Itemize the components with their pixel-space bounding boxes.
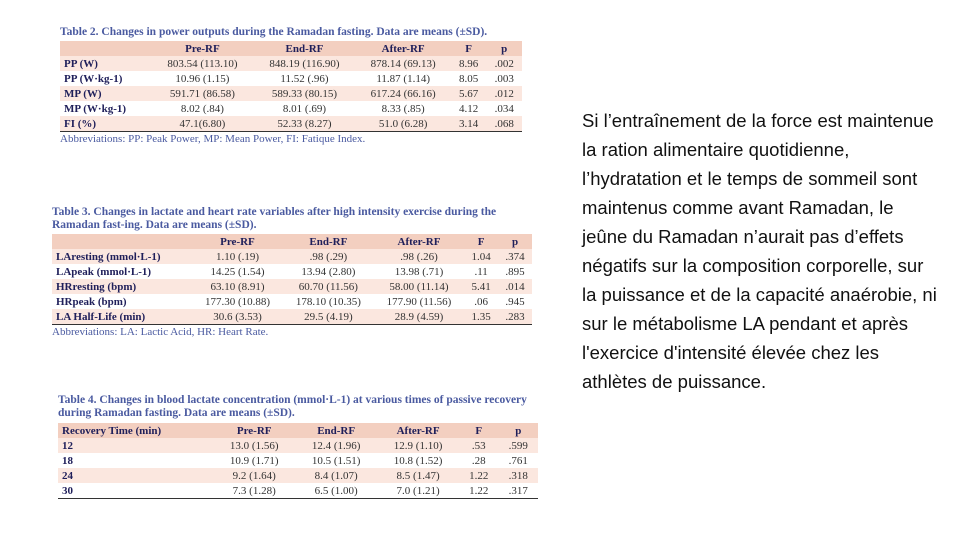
table-row — [52, 279, 532, 294]
row-label: MP (W·kg-1) — [60, 101, 151, 116]
column-header: End-RF — [295, 423, 377, 438]
table-cell: .28 — [459, 453, 498, 468]
table-cell: 5.67 — [451, 86, 487, 101]
table-cell: 10.8 (1.52) — [377, 453, 459, 468]
table-cell: 8.02 (.84) — [151, 101, 253, 116]
table-cell: 29.5 (4.19) — [283, 309, 374, 325]
table-4 — [58, 394, 538, 499]
column-header: Pre-RF — [151, 41, 253, 56]
table-2-grid — [60, 41, 522, 132]
column-header: After-RF — [355, 41, 450, 56]
table-cell: 7.0 (1.21) — [377, 483, 459, 499]
table-3-grid — [52, 234, 532, 325]
table-cell: 9.2 (1.64) — [213, 468, 295, 483]
table-cell: 4.12 — [451, 101, 487, 116]
table-cell: .002 — [486, 56, 522, 71]
column-header: p — [486, 41, 522, 56]
summary-text: Si l’entraînement de la force est maintenue la ration alimentaire quotidienne, l’hydratation et le temps de sommeil sont maintenus comme avant Ramadan, le jeûne du Ramadan n’aurait pas d’effets négatifs sur la composition corporelle, sur la puissance et de la capacité anaérobie, ni sur le métabolisme LA pendant et après l'exercice d'intensité élevée chez les athlètes de puissance. — [582, 110, 937, 392]
table-cell: .53 — [459, 438, 498, 453]
table-cell: 1.10 (.19) — [192, 249, 283, 264]
table-cell: 14.25 (1.54) — [192, 264, 283, 279]
table-cell: 11.87 (1.14) — [355, 71, 450, 86]
table-cell: 589.33 (80.15) — [253, 86, 355, 101]
table-cell: .374 — [498, 249, 532, 264]
column-header: End-RF — [283, 234, 374, 249]
table-cell: 8.01 (.69) — [253, 101, 355, 116]
row-label: HRresting (bpm) — [52, 279, 192, 294]
column-header: End-RF — [253, 41, 355, 56]
table-cell: 1.35 — [464, 309, 498, 325]
table-cell: 177.30 (10.88) — [192, 294, 283, 309]
table-cell: .11 — [464, 264, 498, 279]
table-cell: 8.33 (.85) — [355, 101, 450, 116]
table-cell: 8.96 — [451, 56, 487, 71]
table-cell: .068 — [486, 116, 522, 132]
table-cell: 178.10 (10.35) — [283, 294, 374, 309]
row-label: LA Half-Life (min) — [52, 309, 192, 325]
table-cell: 177.90 (11.56) — [374, 294, 464, 309]
table-row — [52, 249, 532, 264]
table-cell: 12.4 (1.96) — [295, 438, 377, 453]
table-cell: 591.71 (86.58) — [151, 86, 253, 101]
column-header: After-RF — [377, 423, 459, 438]
table-cell: .761 — [499, 453, 539, 468]
table-cell: .98 (.26) — [374, 249, 464, 264]
table-row — [60, 56, 522, 71]
column-header: F — [464, 234, 498, 249]
table-cell: .012 — [486, 86, 522, 101]
column-header: F — [451, 41, 487, 56]
row-label: LApeak (mmol·L-1) — [52, 264, 192, 279]
table-cell: 617.24 (66.16) — [355, 86, 450, 101]
table-cell: .599 — [499, 438, 539, 453]
table-cell: 60.70 (11.56) — [283, 279, 374, 294]
row-label: MP (W) — [60, 86, 151, 101]
table-cell: 58.00 (11.14) — [374, 279, 464, 294]
column-header: Pre-RF — [213, 423, 295, 438]
table-row — [60, 71, 522, 86]
table-row — [52, 264, 532, 279]
table-cell: .895 — [498, 264, 532, 279]
column-header: Pre-RF — [192, 234, 283, 249]
row-label: PP (W·kg-1) — [60, 71, 151, 86]
column-header: p — [499, 423, 539, 438]
row-label: 30 — [58, 483, 213, 499]
table-cell: 13.94 (2.80) — [283, 264, 374, 279]
row-label: PP (W) — [60, 56, 151, 71]
table-cell: 11.52 (.96) — [253, 71, 355, 86]
table-row — [52, 309, 532, 325]
table-cell: 5.41 — [464, 279, 498, 294]
table-3-abbreviations: Abbreviations: LA: Lactic Acid, HR: Heart Rate. — [52, 326, 269, 338]
table-cell: 8.5 (1.47) — [377, 468, 459, 483]
table-cell: .06 — [464, 294, 498, 309]
table-cell: 6.5 (1.00) — [295, 483, 377, 499]
row-label: 12 — [58, 438, 213, 453]
table-2-abbreviations: Abbreviations: PP: Peak Power, MP: Mean Power, FI: Fatique Index. — [60, 133, 366, 145]
table-cell: 1.04 — [464, 249, 498, 264]
table-3 — [52, 206, 532, 338]
table-cell: .318 — [499, 468, 539, 483]
table-row — [58, 483, 538, 499]
table-cell: 8.4 (1.07) — [295, 468, 377, 483]
table-cell: 13.0 (1.56) — [213, 438, 295, 453]
column-header: F — [459, 423, 498, 438]
table-cell: 63.10 (8.91) — [192, 279, 283, 294]
table-cell: .003 — [486, 71, 522, 86]
header-row — [58, 423, 538, 438]
table-cell: 28.9 (4.59) — [374, 309, 464, 325]
column-header: p — [498, 234, 532, 249]
table-cell: 1.22 — [459, 483, 498, 499]
table-cell: .98 (.29) — [283, 249, 374, 264]
table-3-caption: Table 3. Changes in lactate and heart rate variables after high intensity exercise during the Ramadan fast-ing. Data are means (±SD). — [52, 206, 497, 231]
table-cell: 3.14 — [451, 116, 487, 132]
table-row — [58, 468, 538, 483]
table-cell: .034 — [486, 101, 522, 116]
row-label: LAresting (mmol·L-1) — [52, 249, 192, 264]
row-label: FI (%) — [60, 116, 151, 132]
table-cell: 8.05 — [451, 71, 487, 86]
table-row — [60, 116, 522, 132]
table-cell: 10.96 (1.15) — [151, 71, 253, 86]
column-header: After-RF — [374, 234, 464, 249]
row-label: 18 — [58, 453, 213, 468]
table-4-grid — [58, 423, 538, 499]
table-cell: .317 — [499, 483, 539, 499]
table-2 — [60, 26, 522, 145]
table-row — [58, 438, 538, 453]
table-cell: 13.98 (.71) — [374, 264, 464, 279]
table-cell: 30.6 (3.53) — [192, 309, 283, 325]
table-cell: 10.5 (1.51) — [295, 453, 377, 468]
table-cell: 52.33 (8.27) — [253, 116, 355, 132]
table-row — [58, 453, 538, 468]
row-label: 24 — [58, 468, 213, 483]
header-row — [52, 234, 532, 249]
table-cell: 1.22 — [459, 468, 498, 483]
table-cell: 12.9 (1.10) — [377, 438, 459, 453]
header-row — [60, 41, 522, 56]
table-cell: .014 — [498, 279, 532, 294]
table-cell: 803.54 (113.10) — [151, 56, 253, 71]
table-2-caption: Table 2. Changes in power outputs during the Ramadan fasting. Data are means (±SD). — [60, 26, 488, 38]
table-cell: 848.19 (116.90) — [253, 56, 355, 71]
table-cell: 51.0 (6.28) — [355, 116, 450, 132]
table-cell: 10.9 (1.71) — [213, 453, 295, 468]
table-cell: 878.14 (69.13) — [355, 56, 450, 71]
column-header — [52, 234, 192, 249]
table-cell: 47.1(6.80) — [151, 116, 253, 132]
table-row — [52, 294, 532, 309]
column-header — [60, 41, 151, 56]
table-row — [60, 86, 522, 101]
table-cell: .283 — [498, 309, 532, 325]
table-4-caption: Table 4. Changes in blood lactate concentration (mmol·L-1) at various times of passive recovery during Ramadan fasting. Data are means (±SD). — [58, 394, 527, 419]
table-row — [60, 101, 522, 116]
table-cell: .945 — [498, 294, 532, 309]
row-label: HRpeak (bpm) — [52, 294, 192, 309]
column-header: Recovery Time (min) — [58, 423, 213, 438]
table-cell: 7.3 (1.28) — [213, 483, 295, 499]
